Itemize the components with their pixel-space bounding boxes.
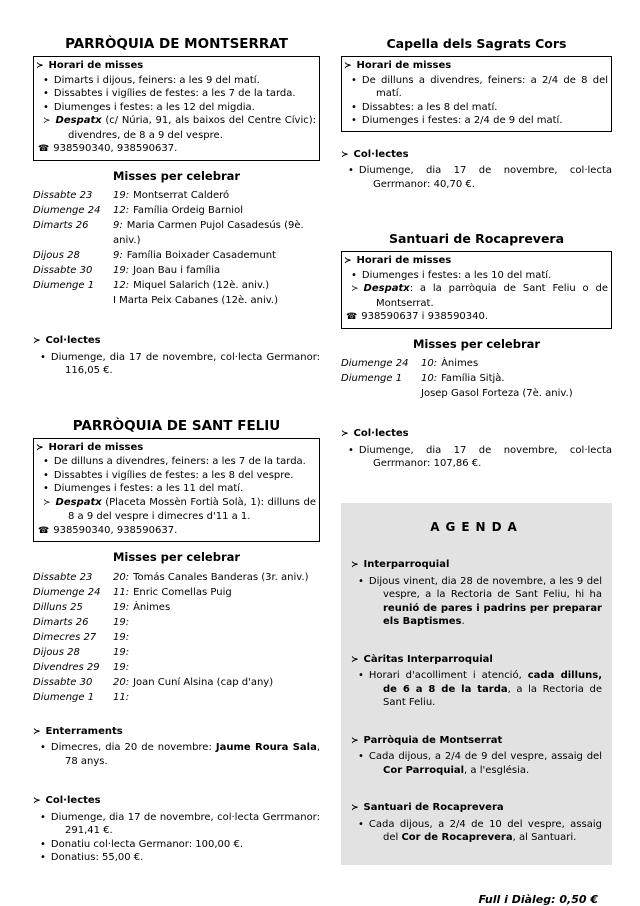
collectes-heading <box>341 148 612 163</box>
mass-time: 12: <box>113 280 129 291</box>
enterraments-heading-label: Enterraments <box>46 726 123 737</box>
mass-entry <box>113 600 320 615</box>
agenda-item <box>351 669 602 710</box>
bullet-icon: • <box>358 576 364 587</box>
arrow-bullet-icon: ≻ <box>351 284 359 294</box>
mass-row <box>341 356 612 371</box>
horari-item-text: Diumenges i festes: a les 12 del migdia. <box>54 102 255 113</box>
mass-entry <box>113 585 320 600</box>
bullet-icon: • <box>351 75 357 86</box>
arrow-bullet-icon: ≻ <box>43 498 51 508</box>
horari-item <box>344 114 608 128</box>
bullet-icon: • <box>40 352 46 363</box>
phone-numbers: 938590340, 938590637. <box>53 143 177 154</box>
mass-time: 12: <box>113 205 129 216</box>
mass-name: Ànimes <box>441 358 478 369</box>
mass-entry <box>113 615 320 630</box>
phone-icon: ☎ <box>38 144 49 154</box>
mass-time: 9: <box>113 250 123 261</box>
mass-row <box>33 263 320 278</box>
misses-table <box>33 188 320 308</box>
phone-line <box>36 142 316 157</box>
mass-name: Montserrat Calderó <box>133 190 229 201</box>
agenda-section-heading <box>351 558 602 573</box>
arrow-bullet-icon: ≻ <box>344 256 352 266</box>
mass-time: 11: <box>113 692 129 703</box>
arrow-bullet-icon: ≻ <box>341 429 349 439</box>
mass-row <box>33 600 320 615</box>
agenda-text-post: , a l'església. <box>464 765 529 776</box>
bullet-icon: • <box>358 670 364 681</box>
bullet-icon: • <box>43 483 49 494</box>
arrow-bullet-icon: ≻ <box>351 655 359 665</box>
collectes-heading-label: Col·lectes <box>354 428 409 439</box>
section-capella-sagrats-cors <box>341 36 612 191</box>
mass-row <box>33 660 320 675</box>
despatx-label: Despatx <box>56 497 102 508</box>
horari-item-text: Diumenges i festes: a 2/4 de 9 del matí. <box>362 115 563 126</box>
parish-title: PARRÒQUIA DE MONTSERRAT <box>33 36 320 52</box>
collecta-text: Diumenge, dia 17 de novembre, col·lecta Gerrmanor: 40,70 €. <box>359 165 612 190</box>
mass-date: Dijous 28 <box>33 248 113 263</box>
agenda-section-interparroquial <box>351 558 602 629</box>
horari-heading <box>36 59 316 74</box>
despatx-text: (c/ Núria, 91, als baixos del Centre Cívic): divendres, de 8 a 9 del vespre. <box>68 115 316 141</box>
horari-heading-label: Horari de misses <box>49 60 144 71</box>
mass-entry <box>113 263 320 278</box>
bullet-icon: • <box>40 839 46 850</box>
despatx-label: Despatx <box>56 115 102 126</box>
horari-item <box>344 74 608 101</box>
collecta-item <box>33 851 320 865</box>
agenda-text-post: . <box>462 616 465 627</box>
bullet-icon: • <box>358 819 364 830</box>
mass-date: Divendres 29 <box>33 660 113 675</box>
mass-entry <box>113 203 320 218</box>
horari-box <box>33 438 320 543</box>
mass-row <box>33 188 320 203</box>
mass-entry <box>113 675 320 690</box>
mass-time: 10: <box>421 358 437 369</box>
horari-heading <box>344 254 608 269</box>
agenda-section-label: Càritas Interparroquial <box>364 654 493 665</box>
mass-row <box>33 278 320 308</box>
misses-heading: Misses per celebrar <box>341 338 612 352</box>
enterrament-item <box>33 741 320 768</box>
horari-item-text: De dilluns a divendres, feiners: a les 7 de la tarda. <box>54 456 306 467</box>
collectes-heading <box>341 427 612 442</box>
horari-item <box>344 269 608 283</box>
mass-date: Diumenge 24 <box>341 356 421 371</box>
mass-time: 19: <box>113 647 129 658</box>
collectes-heading-label: Col·lectes <box>46 795 101 806</box>
enterrament-text-pre: Dimecres, dia 20 de novembre: <box>51 742 216 753</box>
horari-heading <box>36 441 316 456</box>
phone-icon: ☎ <box>346 312 357 322</box>
mass-name: Família Boixader Casademunt <box>127 250 276 261</box>
arrow-bullet-icon: ≻ <box>351 803 359 813</box>
horari-item <box>36 74 316 88</box>
arrow-bullet-icon: ≻ <box>36 61 44 71</box>
phone-numbers: 938590637 i 938590340. <box>361 311 488 322</box>
mass-row <box>33 690 320 705</box>
bullet-icon: • <box>358 751 364 762</box>
parish-title: PARRÒQUIA DE SANT FELIU <box>33 418 320 434</box>
bullet-icon: • <box>348 165 354 176</box>
mass-name-second-line: I Marta Peix Cabanes (12è. aniv.) <box>113 293 320 308</box>
arrow-bullet-icon: ≻ <box>344 61 352 71</box>
agenda-text-pre: Cada dijous, a 2/4 de 9 del vespre, assaig del <box>369 751 602 762</box>
despatx-line <box>36 496 316 524</box>
mass-date: Dissabte 23 <box>33 188 113 203</box>
mass-date: Dijous 28 <box>33 645 113 660</box>
phone-numbers: 938590340, 938590637. <box>53 525 177 536</box>
agenda-title: AGENDA <box>351 521 602 535</box>
horari-heading <box>344 59 608 74</box>
misses-table <box>341 356 612 401</box>
horari-box <box>33 56 320 161</box>
horari-item-text: Dissabtes i vigílies de festes: a les 8 del vespre. <box>54 470 294 481</box>
horari-item <box>36 469 316 483</box>
mass-time: 10: <box>421 373 437 384</box>
bullet-icon: • <box>351 102 357 113</box>
collecta-text: Diumenge, dia 17 de novembre, col·lecta Gerrmanor: 291,41 €. <box>51 812 320 837</box>
agenda-text-bold: cada dilluns, de 6 a 8 de la tarda <box>383 670 602 695</box>
collecta-item <box>33 811 320 838</box>
mass-name: Miquel Salarich (12è. aniv.) <box>133 280 269 291</box>
despatx-text: : a la parròquia de Sant Feliu o de Montserrat. <box>376 283 608 309</box>
horari-item-text: De dilluns a divendres, feiners: a 2/4 de 8 del matí. <box>362 75 608 100</box>
price-footer: Full i Diàleg: 0,50 € <box>341 893 612 906</box>
phone-line <box>344 310 608 325</box>
phone-icon: ☎ <box>38 526 49 536</box>
horari-item-text: Diumenges i festes: a les 11 del matí. <box>54 483 243 494</box>
mass-date: Diumenge 1 <box>341 371 421 401</box>
mass-name-second-line: Josep Gasol Forteza (7è. aniv.) <box>421 386 612 401</box>
horari-heading-label: Horari de misses <box>357 60 452 71</box>
agenda-text-bold: Cor de Rocaprevera <box>401 832 512 843</box>
arrow-bullet-icon: ≻ <box>351 560 359 570</box>
mass-time: 11: <box>113 587 129 598</box>
bullet-icon: • <box>43 102 49 113</box>
agenda-item <box>351 750 602 777</box>
bullet-icon: • <box>348 445 354 456</box>
mass-time: 19: <box>113 190 129 201</box>
collecta-item <box>33 838 320 852</box>
collecta-text: Diumenge, dia 17 de novembre, col·lecta Gerrmanor: 107,86 €. <box>359 445 612 470</box>
agenda-item <box>351 575 602 629</box>
horari-item <box>344 101 608 115</box>
collecta-item <box>33 351 320 378</box>
mass-row <box>33 585 320 600</box>
mass-entry <box>421 371 612 401</box>
mass-row <box>33 645 320 660</box>
collectes-heading <box>33 334 320 349</box>
agenda-section-label: Interparroquial <box>364 559 450 570</box>
horari-heading-label: Horari de misses <box>357 255 452 266</box>
horari-item-text: Dissabtes: a les 8 del matí. <box>362 102 498 113</box>
mass-row <box>341 371 612 401</box>
agenda-text-bold: reunió de pares i padrins per preparar els Baptismes <box>383 603 602 628</box>
horari-item-text: Diumenges i festes: a les 10 del matí. <box>362 270 551 281</box>
mass-time: 9: <box>113 220 123 231</box>
mass-name: Família Sitjà. <box>441 373 504 384</box>
mass-date: Dimarts 26 <box>33 218 113 248</box>
mass-entry <box>113 690 320 705</box>
agenda-section-caritas <box>351 653 602 710</box>
mass-row <box>33 615 320 630</box>
mass-name: Joan Bau i família <box>133 265 220 276</box>
horari-item <box>36 101 316 115</box>
parish-title: Santuari de Rocaprevera <box>341 231 612 247</box>
mass-name: Tomás Canales Banderas (3r. aniv.) <box>133 572 308 583</box>
despatx-text: (Placeta Mossèn Fortià Solà, 1): dilluns de 8 a 9 del vespre i dimecres d'11 a 1. <box>68 497 316 523</box>
collecta-item <box>341 444 612 471</box>
collecta-text: Diumenge, dia 17 de novembre, col·lecta Germanor: 116,05 €. <box>51 352 320 377</box>
section-parroquia-sant-feliu <box>33 418 320 865</box>
misses-heading: Misses per celebrar <box>33 551 320 565</box>
mass-date: Dissabte 30 <box>33 263 113 278</box>
mass-time: 19: <box>113 632 129 643</box>
misses-table <box>33 570 320 705</box>
mass-time: 19: <box>113 265 129 276</box>
mass-time: 19: <box>113 617 129 628</box>
arrow-bullet-icon: ≻ <box>33 796 41 806</box>
collectes-heading <box>33 794 320 809</box>
arrow-bullet-icon: ≻ <box>33 336 41 346</box>
agenda-text-pre: Dijous vinent, dia 28 de novembre, a les 9 del vespre, a la Rectoria de Sant Feliu, hi ha <box>369 576 602 601</box>
arrow-bullet-icon: ≻ <box>351 736 359 746</box>
agenda-section-heading <box>351 734 602 749</box>
agenda-section-heading <box>351 801 602 816</box>
mass-entry <box>113 630 320 645</box>
agenda-text-post: , al Santuari. <box>513 832 577 843</box>
despatx-label: Despatx <box>364 283 410 294</box>
bullet-icon: • <box>43 75 49 86</box>
mass-date: Dimarts 26 <box>33 615 113 630</box>
mass-date: Dissabte 23 <box>33 570 113 585</box>
bullet-icon: • <box>40 812 46 823</box>
mass-time: 20: <box>113 572 129 583</box>
mass-name: Joan Cuní Alsina (cap d'any) <box>133 677 273 688</box>
enterraments-heading <box>33 725 320 740</box>
despatx-line <box>344 282 608 310</box>
horari-item-text: Dissabtes i vigílies de festes: a les 7 de la tarda. <box>54 88 296 99</box>
arrow-bullet-icon: ≻ <box>341 150 349 160</box>
collecta-text: Donatius: 55,00 €. <box>51 852 143 863</box>
collecta-text: Donatiu col·lecta Germanor: 100,00 €. <box>51 839 243 850</box>
mass-name: Maria Carmen Pujol Casadesús (9è. aniv.) <box>113 220 304 246</box>
mass-entry <box>113 570 320 585</box>
bullet-icon: • <box>43 88 49 99</box>
agenda-section-montserrat <box>351 734 602 778</box>
horari-box <box>341 56 612 132</box>
arrow-bullet-icon: ≻ <box>43 116 51 126</box>
agenda-text-post: , a la Rectoria de Sant Feliu. <box>383 684 602 709</box>
bullet-icon: • <box>40 852 46 863</box>
mass-date: Diumenge 1 <box>33 278 113 308</box>
mass-date: Diumenge 24 <box>33 585 113 600</box>
arrow-bullet-icon: ≻ <box>36 443 44 453</box>
mass-date: Dissabte 30 <box>33 675 113 690</box>
misses-heading: Misses per celebrar <box>33 170 320 184</box>
mass-name: Ànimes <box>133 602 170 613</box>
horari-item <box>36 87 316 101</box>
bullet-icon: • <box>43 470 49 481</box>
enterrament-name: Jaume Roura Sala <box>216 742 317 753</box>
mass-date: Diumenge 24 <box>33 203 113 218</box>
mass-row <box>33 675 320 690</box>
mass-date: Dimecres 27 <box>33 630 113 645</box>
collecta-item <box>341 164 612 191</box>
mass-time: 19: <box>113 662 129 673</box>
agenda-text-pre: Horari d'acolliment i atenció, <box>369 670 528 681</box>
agenda-box <box>341 503 612 865</box>
mass-name: Família Ordeig Barniol <box>133 205 243 216</box>
parish-title: Capella dels Sagrats Cors <box>341 36 612 52</box>
agenda-item <box>351 818 602 845</box>
mass-entry <box>113 218 320 248</box>
mass-date: Diumenge 1 <box>33 690 113 705</box>
section-parroquia-montserrat <box>33 36 320 378</box>
mass-entry <box>113 660 320 675</box>
enterrament-text-post: , 78 anys. <box>65 742 320 767</box>
mass-entry <box>113 248 320 263</box>
mass-entry <box>113 188 320 203</box>
mass-entry <box>113 278 320 308</box>
mass-row <box>33 203 320 218</box>
agenda-text-bold: Cor Parroquial <box>383 765 464 776</box>
arrow-bullet-icon: ≻ <box>33 727 41 737</box>
mass-row <box>33 570 320 585</box>
agenda-section-label: Parròquia de Montserrat <box>364 735 503 746</box>
agenda-text-pre: Cada dijous, a 2/4 de 10 del vespre, assaig del <box>369 819 602 844</box>
phone-line <box>36 524 316 539</box>
agenda-section-heading <box>351 653 602 668</box>
mass-row <box>33 630 320 645</box>
mass-entry <box>113 645 320 660</box>
despatx-line <box>36 114 316 142</box>
horari-item <box>36 482 316 496</box>
collectes-heading-label: Col·lectes <box>46 335 101 346</box>
agenda-section-label: Santuari de Rocaprevera <box>364 802 504 813</box>
section-santuari-rocaprevera <box>341 231 612 471</box>
mass-row <box>33 248 320 263</box>
mass-time: 20: <box>113 677 129 688</box>
right-column <box>341 36 612 906</box>
horari-heading-label: Horari de misses <box>49 442 144 453</box>
left-column <box>33 36 320 906</box>
mass-name: Enric Comellas Puig <box>133 587 232 598</box>
bullet-icon: • <box>40 742 46 753</box>
collectes-heading-label: Col·lectes <box>354 149 409 160</box>
horari-box <box>341 251 612 329</box>
mass-row <box>33 218 320 248</box>
horari-item-text: Dimarts i dijous, feiners: a les 9 del matí. <box>54 75 260 86</box>
mass-entry <box>421 356 612 371</box>
mass-date: Dilluns 25 <box>33 600 113 615</box>
agenda-section-rocaprevera <box>351 801 602 845</box>
bullet-icon: • <box>43 456 49 467</box>
bullet-icon: • <box>351 270 357 281</box>
mass-time: 19: <box>113 602 129 613</box>
bullet-icon: • <box>351 115 357 126</box>
horari-item <box>36 455 316 469</box>
